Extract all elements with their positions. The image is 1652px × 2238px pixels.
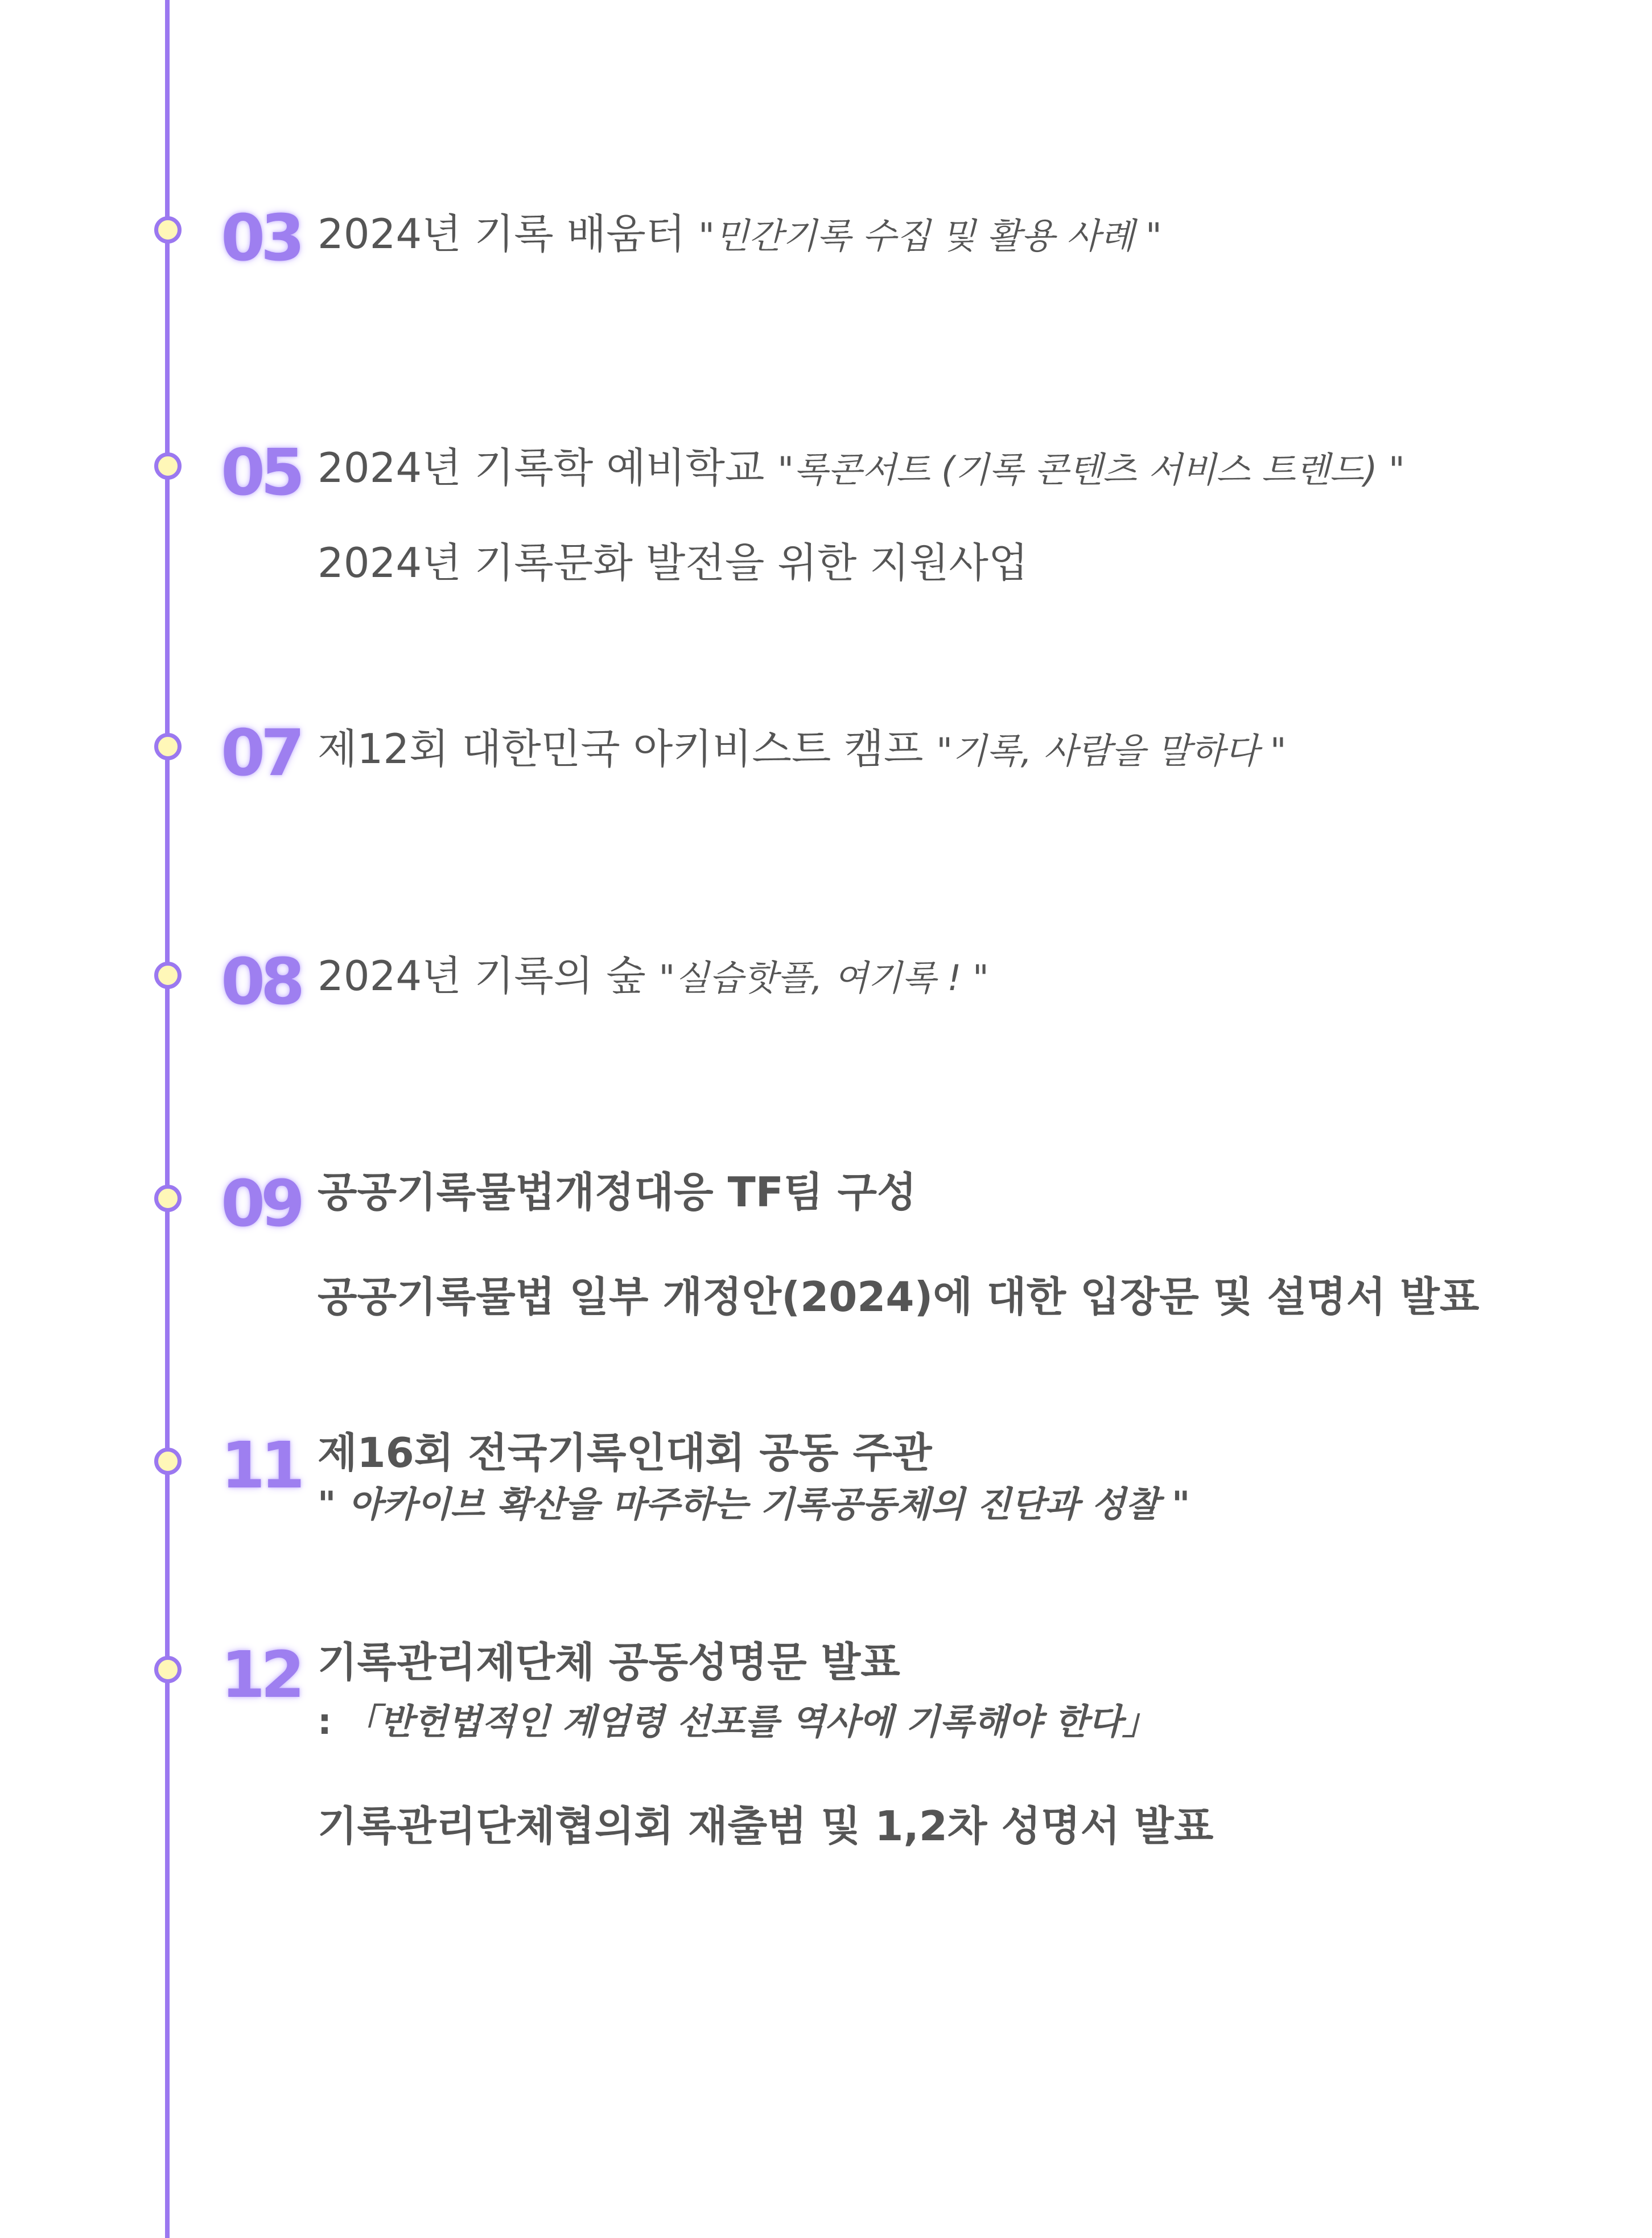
timeline-dot — [154, 733, 182, 760]
event-line — [318, 727, 1286, 772]
event-line — [318, 1275, 1479, 1320]
timeline-dot — [154, 216, 182, 244]
event-title: 2024년 기록문화 발전을 위한 지원사업 — [318, 539, 1028, 587]
timeline-dot — [154, 452, 182, 480]
event-line — [318, 212, 1162, 257]
event-title: 공공기록물법 일부 개정안(2024)에 대한 입장문 및 설명서 발표 — [318, 1273, 1480, 1321]
event-title: 공공기록물법개정대응 TF팀 구성 — [318, 1168, 917, 1216]
timeline-line — [165, 0, 170, 2238]
event-title: 2024년 기록의 숲 — [318, 952, 659, 1000]
timeline-dot — [154, 1448, 182, 1475]
month-label: 08 — [221, 945, 300, 1019]
month-label: 09 — [221, 1167, 300, 1241]
event-quote: " 아카이브 확산을 마주하는 기록공동체의 진단과 성찰 " — [318, 1483, 1190, 1525]
month-label: 12 — [221, 1638, 300, 1712]
event-quote: 「반헌법적인 계엄령 선포를 역사에 기록해야 한다」 — [344, 1701, 1158, 1742]
event-line — [318, 954, 989, 999]
event-prefix: : — [318, 1701, 344, 1742]
event-line — [318, 541, 1028, 586]
event-line — [318, 1640, 900, 1685]
event-subtitle — [318, 1703, 1157, 1741]
event-title: 2024년 기록학 예비학교 — [318, 444, 778, 492]
event-title: 제16회 전국기록인대회 공동 주관 — [318, 1429, 932, 1477]
event-quote: "민간기록 수집 및 활용 사례 " — [698, 215, 1162, 257]
event-title: 기록관리제단체 공동성명문 발표 — [318, 1638, 900, 1686]
event-subtitle — [318, 1485, 1190, 1524]
event-title: 2024년 기록 배움터 — [318, 210, 699, 258]
event-quote: "록콘서트 (기록 콘텐츠 서비스 트렌드) " — [777, 449, 1405, 491]
event-quote: "실습핫플, 여기록 ! " — [658, 957, 989, 999]
event-line — [318, 446, 1405, 491]
month-label: 03 — [221, 201, 300, 275]
month-label: 05 — [221, 436, 300, 510]
month-label: 07 — [221, 716, 300, 790]
event-title: 제12회 대한민국 아키비스트 캠프 — [318, 725, 937, 773]
month-label: 11 — [221, 1429, 300, 1503]
timeline-dot — [154, 1185, 182, 1212]
timeline-dot — [154, 1656, 182, 1683]
event-title: 기록관리단체협의회 재출범 및 1,2차 성명서 발표 — [318, 1802, 1214, 1850]
event-line — [318, 1170, 917, 1215]
event-line — [318, 1431, 932, 1475]
timeline-dot — [154, 962, 182, 989]
event-line — [318, 1804, 1213, 1849]
event-quote: "기록, 사람을 말하다 " — [936, 730, 1287, 772]
